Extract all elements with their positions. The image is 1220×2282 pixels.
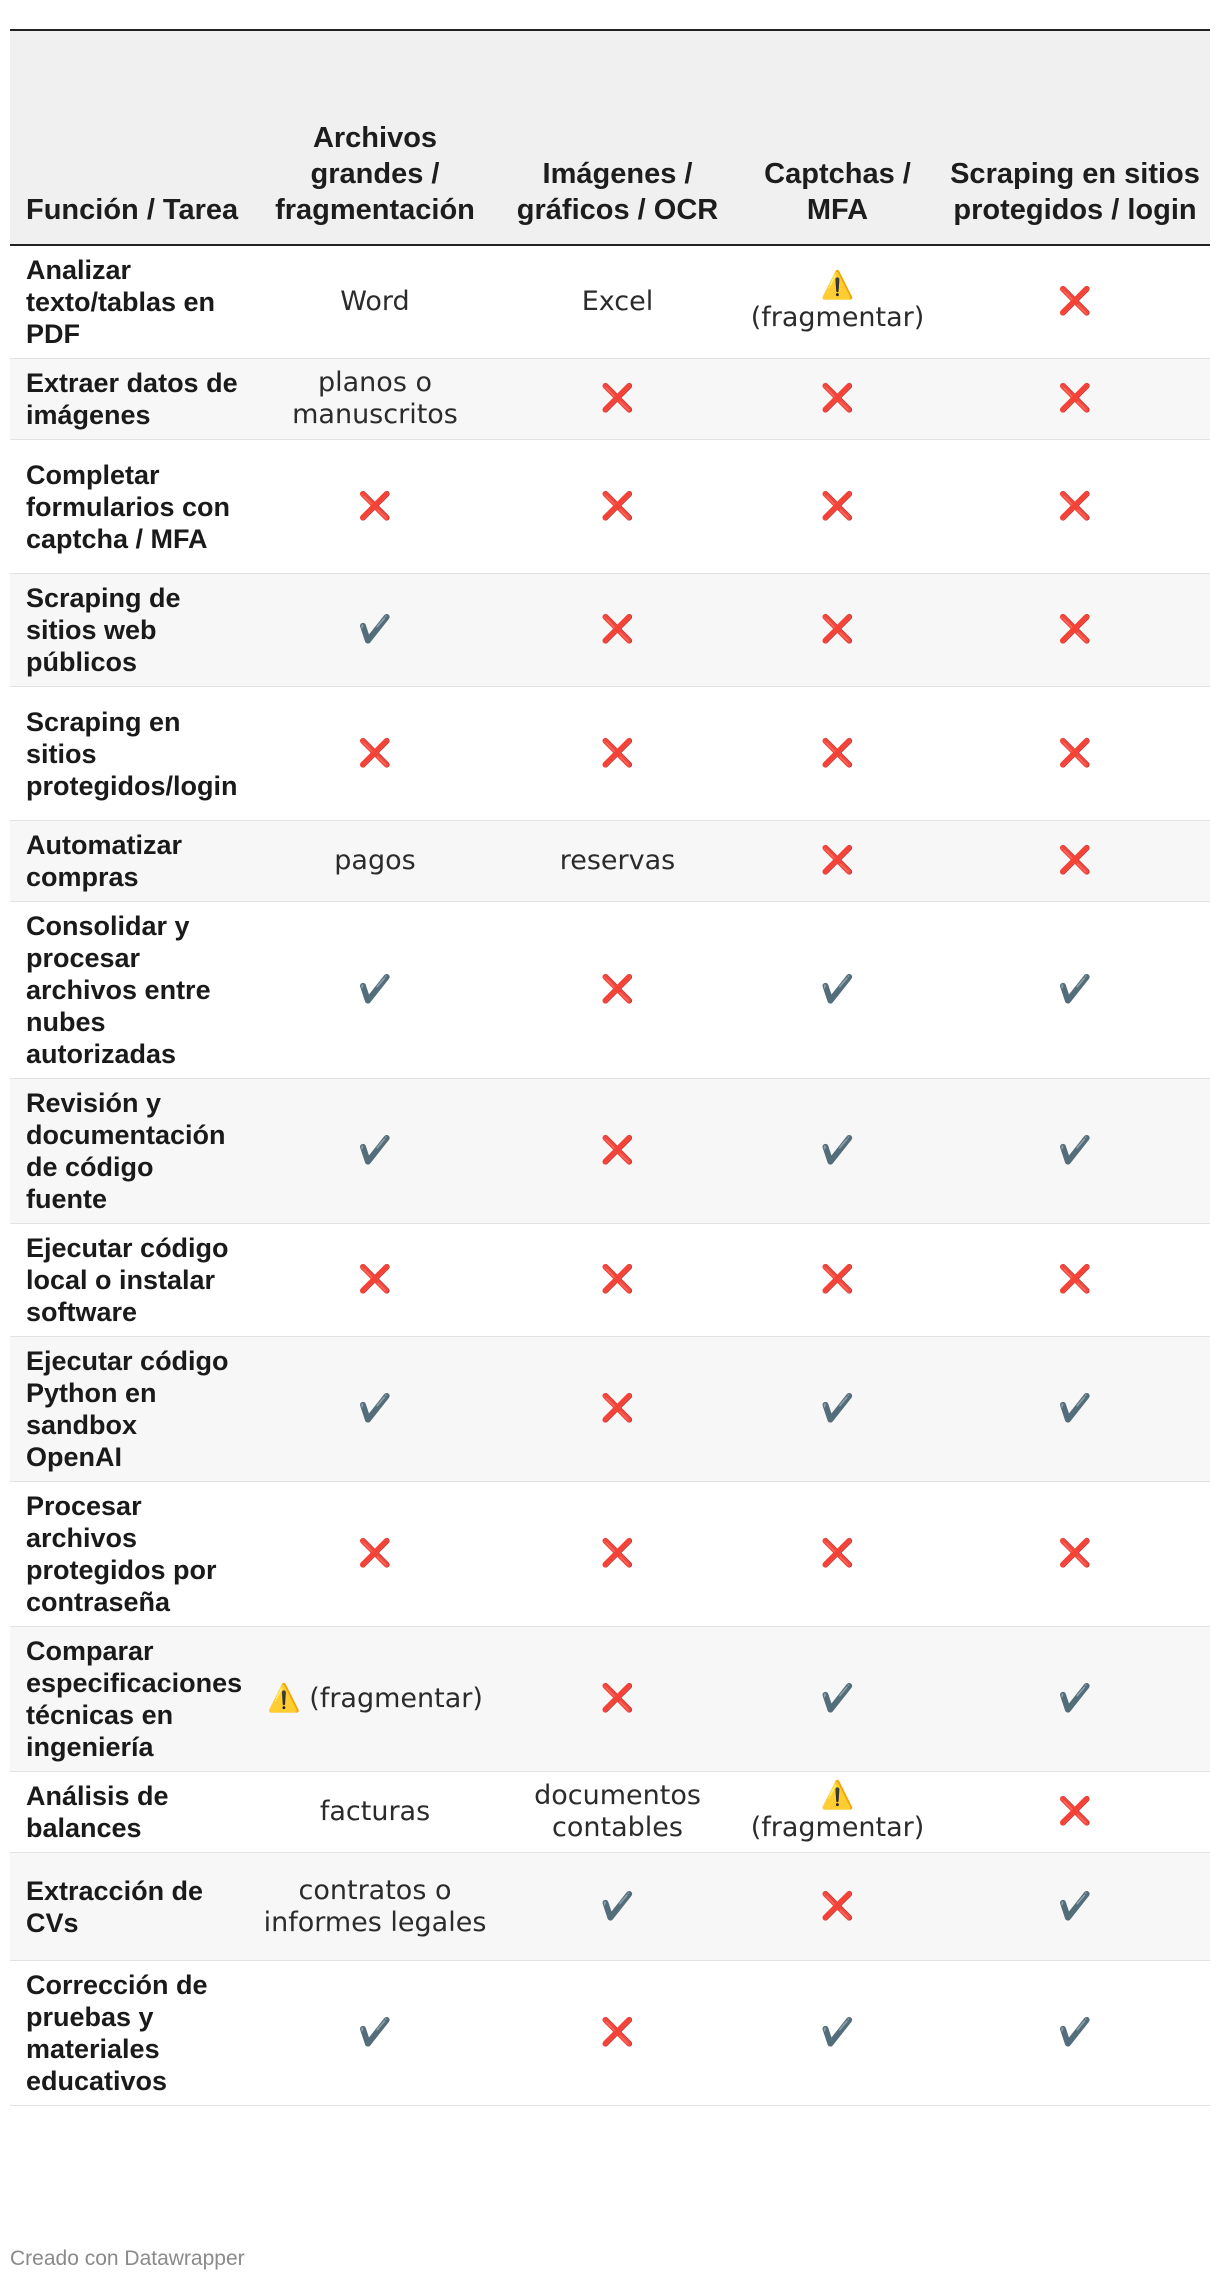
row-label: Automatizar compras — [10, 821, 250, 902]
check-icon: ✔️ — [940, 1853, 1210, 1961]
check-icon: ✔️ — [735, 1627, 940, 1772]
cross-icon: ❌ — [500, 1627, 735, 1772]
check-icon: ✔️ — [940, 1961, 1210, 2106]
table-row — [10, 1627, 1210, 1772]
table-row — [10, 359, 1210, 440]
cross-icon: ❌ — [500, 574, 735, 687]
row-label: Analizar texto/tablas en PDF — [10, 245, 250, 359]
column-header-2: Imágenes / gráficos / OCR — [516, 158, 719, 226]
warning-cell: ⚠️ (fragmentar) — [735, 1772, 940, 1853]
cross-icon: ❌ — [735, 359, 940, 440]
cross-icon: ❌ — [500, 1482, 735, 1627]
row-label: Procesar archivos protegidos por contraseña — [10, 1482, 250, 1627]
check-icon: ✔️ — [940, 1627, 1210, 1772]
check-icon: ✔️ — [940, 902, 1210, 1079]
row-label: Ejecutar código local o instalar software — [10, 1224, 250, 1337]
cross-icon: ❌ — [940, 1224, 1210, 1337]
cross-icon: ❌ — [735, 574, 940, 687]
cross-icon: ❌ — [940, 245, 1210, 359]
cross-icon: ❌ — [940, 821, 1210, 902]
table-row — [10, 902, 1210, 1079]
cross-icon: ❌ — [500, 687, 735, 821]
row-label: Extracción de CVs — [10, 1853, 250, 1961]
cross-icon: ❌ — [735, 1224, 940, 1337]
table-cell: facturas — [250, 1772, 500, 1853]
table-row — [10, 821, 1210, 902]
warning-cell: ⚠️ (fragmentar) — [250, 1627, 500, 1772]
check-icon: ✔️ — [250, 902, 500, 1079]
check-icon: ✔️ — [500, 1853, 735, 1961]
cross-icon: ❌ — [500, 440, 735, 574]
footer-credit: Creado con Datawrapper — [10, 2247, 245, 2270]
row-label: Scraping en sitios protegidos/login — [10, 687, 250, 821]
check-icon: ✔️ — [250, 1961, 500, 2106]
cross-icon: ❌ — [735, 687, 940, 821]
table-cell: reservas — [500, 821, 735, 902]
row-label: Extraer datos de imágenes — [10, 359, 250, 440]
check-icon: ✔️ — [250, 1079, 500, 1224]
cross-icon: ❌ — [500, 359, 735, 440]
check-icon: ✔️ — [735, 1079, 940, 1224]
row-label: Scraping de sitios web públicos — [10, 574, 250, 687]
table-cell: pagos — [250, 821, 500, 902]
column-header-1: Archivos grandes / fragmentación — [275, 122, 475, 226]
table-cell: planos o manuscritos — [250, 359, 500, 440]
table-body — [10, 245, 1210, 2106]
table-row — [10, 574, 1210, 687]
cross-icon: ❌ — [940, 1772, 1210, 1853]
cross-icon: ❌ — [250, 1482, 500, 1627]
column-header-4: Scraping en sitios protegidos / login — [950, 158, 1200, 226]
cross-icon: ❌ — [250, 440, 500, 574]
cross-icon: ❌ — [250, 1224, 500, 1337]
table-row — [10, 1961, 1210, 2106]
table-row — [10, 687, 1210, 821]
comparison-table — [10, 29, 1210, 2106]
cross-icon: ❌ — [940, 574, 1210, 687]
row-label: Revisión y documentación de código fuente — [10, 1079, 250, 1224]
table-row — [10, 1482, 1210, 1627]
cross-icon: ❌ — [940, 687, 1210, 821]
table-row — [10, 1853, 1210, 1961]
cross-icon: ❌ — [735, 1482, 940, 1627]
cross-icon: ❌ — [500, 1337, 735, 1482]
check-icon: ✔️ — [940, 1079, 1210, 1224]
cross-icon: ❌ — [940, 1482, 1210, 1627]
table-row — [10, 1224, 1210, 1337]
row-label: Corrección de pruebas y materiales educativos — [10, 1961, 250, 2106]
table-header — [10, 30, 1210, 245]
table-cell: Word — [250, 245, 500, 359]
row-label: Ejecutar código Python en sandbox OpenAI — [10, 1337, 250, 1482]
cross-icon: ❌ — [940, 359, 1210, 440]
check-icon: ✔️ — [250, 574, 500, 687]
table-cell: Excel — [500, 245, 735, 359]
table-row — [10, 1079, 1210, 1224]
cross-icon: ❌ — [735, 440, 940, 574]
cross-icon: ❌ — [500, 902, 735, 1079]
check-icon: ✔️ — [940, 1337, 1210, 1482]
table-row — [10, 440, 1210, 574]
column-header-3: Captchas / MFA — [764, 158, 911, 226]
table-row — [10, 1337, 1210, 1482]
cross-icon: ❌ — [735, 821, 940, 902]
row-label: Consolidar y procesar archivos entre nubes autorizadas — [10, 902, 250, 1079]
check-icon: ✔️ — [735, 1961, 940, 2106]
row-label: Comparar especificaciones técnicas en ingeniería — [10, 1627, 250, 1772]
cross-icon: ❌ — [250, 687, 500, 821]
table-cell: contratos o informes legales — [250, 1853, 500, 1961]
cross-icon: ❌ — [500, 1079, 735, 1224]
table-cell: documentos contables — [500, 1772, 735, 1853]
cross-icon: ❌ — [735, 1853, 940, 1961]
check-icon: ✔️ — [250, 1337, 500, 1482]
table-row — [10, 245, 1210, 359]
cross-icon: ❌ — [500, 1224, 735, 1337]
table-row — [10, 1772, 1210, 1853]
row-label: Análisis de balances — [10, 1772, 250, 1853]
cross-icon: ❌ — [500, 1961, 735, 2106]
row-label: Completar formularios con captcha / MFA — [10, 440, 250, 574]
cross-icon: ❌ — [940, 440, 1210, 574]
check-icon: ✔️ — [735, 1337, 940, 1482]
header-row — [10, 30, 1210, 245]
column-header-0: Función / Tarea — [26, 194, 239, 226]
check-icon: ✔️ — [735, 902, 940, 1079]
warning-cell: ⚠️ (fragmentar) — [735, 245, 940, 359]
